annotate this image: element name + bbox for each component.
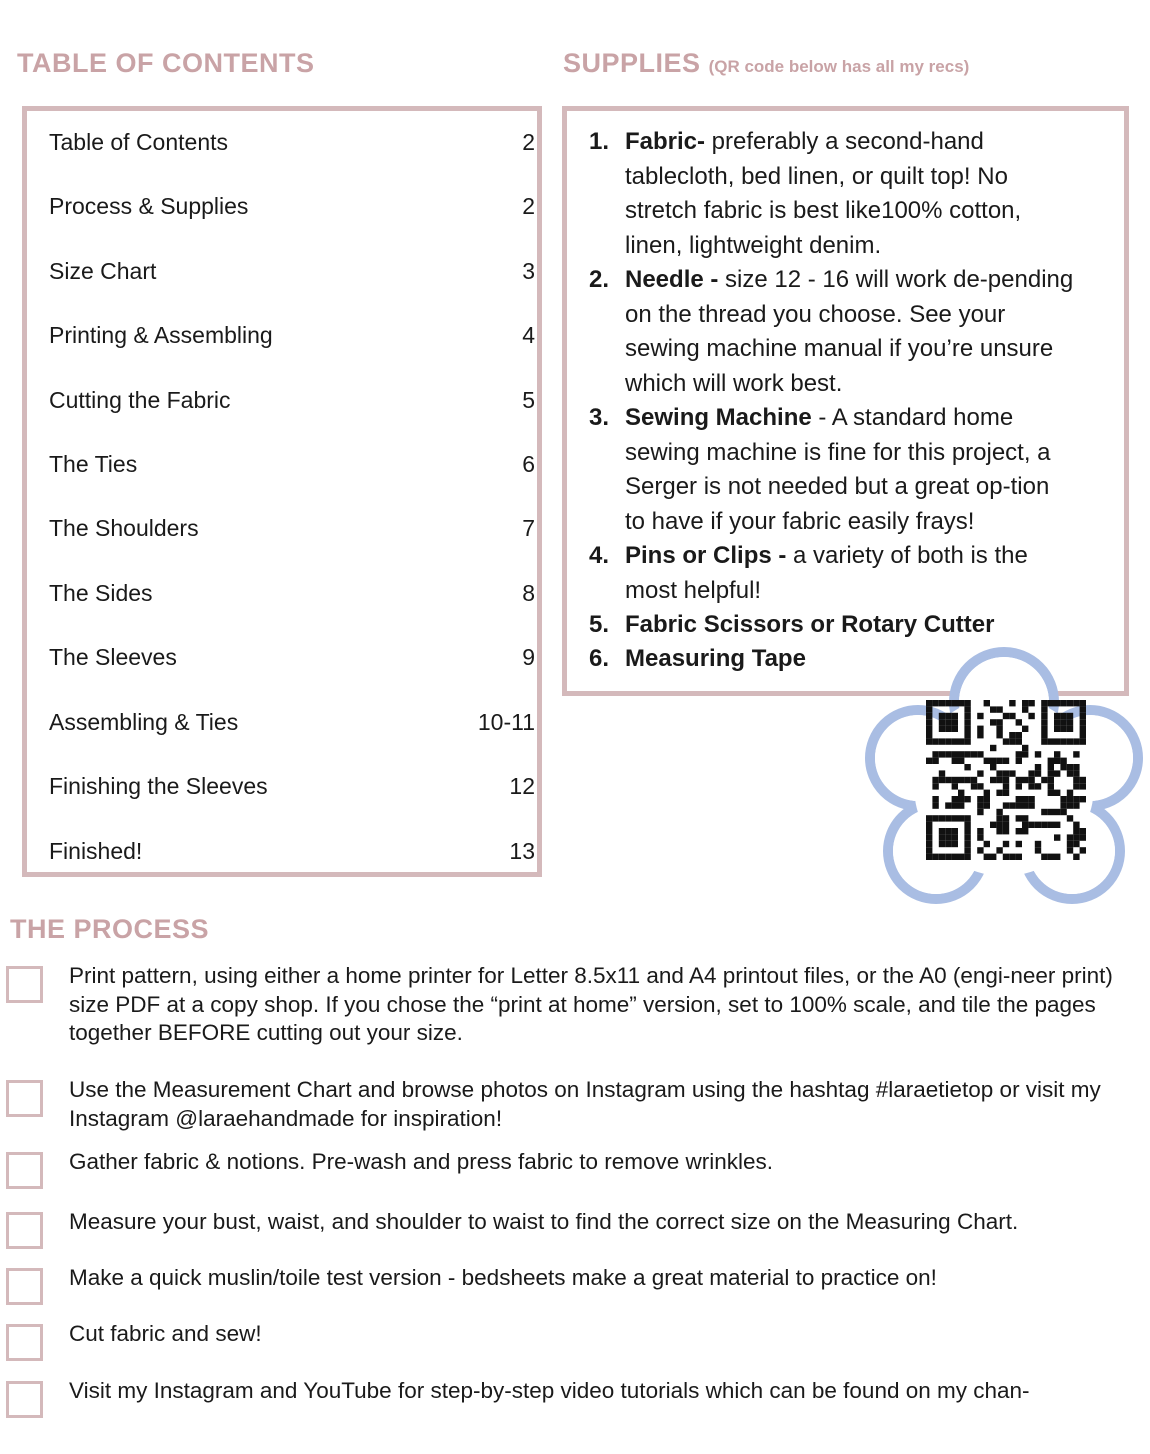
toc-page: 13: [509, 838, 535, 864]
toc-page: 4: [522, 322, 535, 348]
toc-page: 8: [522, 580, 535, 606]
supplies-heading-title: SUPPLIES: [563, 48, 701, 78]
supply-name: Sewing Machine: [625, 404, 812, 431]
supply-number: 2.: [589, 266, 610, 293]
supply-number: 5.: [589, 611, 610, 638]
supply-number: 4.: [589, 542, 610, 569]
supply-name: Needle -: [625, 266, 719, 293]
supply-description: - A standard home sewing machine is fine for this project, a Serger is not needed but a great op-tion to have if your fabric easily frays!: [625, 404, 1051, 535]
toc-page: 5: [522, 387, 535, 413]
supply-number: 1.: [589, 128, 610, 155]
toc-page: 12: [509, 773, 535, 799]
toc-title: Printing & Assembling: [49, 322, 273, 348]
toc-row[interactable]: [49, 383, 535, 417]
process-heading: THE PROCESS: [10, 914, 210, 944]
toc-box: [22, 106, 542, 877]
toc-row[interactable]: [49, 769, 535, 803]
toc-page: 10-11: [477, 709, 535, 735]
supplies-box: [562, 106, 1129, 696]
toc-title: Finished!: [49, 838, 143, 864]
toc-row[interactable]: [49, 318, 535, 352]
supply-item: [589, 125, 1075, 263]
step-text: Visit my Instagram and YouTube for step-by-step video tutorials which can be found on my chan-: [69, 1378, 1030, 1403]
step-text: Use the Measurement Chart and browse photos on Instagram using the hashtag #laraetietop or visit my Instagram @laraehandmade for inspiration!: [69, 1077, 1101, 1131]
supply-item: [589, 608, 1075, 643]
toc-row[interactable]: [49, 511, 535, 545]
toc-title: The Sleeves: [49, 644, 177, 670]
supply-item: [589, 539, 1075, 608]
supplies-subheading: (QR code below has all my recs): [708, 57, 970, 76]
toc-row[interactable]: [49, 576, 535, 610]
step-checkbox[interactable]: [6, 1324, 43, 1361]
toc-title: The Ties: [49, 451, 138, 477]
toc-row[interactable]: [49, 254, 535, 288]
toc-title: Size Chart: [49, 258, 157, 284]
supply-name: Fabric Scissors or Rotary Cutter: [625, 611, 995, 638]
step-checkbox[interactable]: [6, 1268, 43, 1305]
supply-name: Measuring Tape: [625, 645, 806, 672]
toc-row[interactable]: [49, 834, 535, 868]
supply-name: Fabric-: [625, 128, 706, 155]
toc-page: 2: [522, 193, 535, 219]
toc-row[interactable]: [49, 189, 535, 223]
toc-page: 9: [522, 644, 535, 670]
supply-number: 6.: [589, 645, 610, 672]
supplies-heading: [563, 48, 969, 79]
supply-description: a variety of both is the most helpful!: [625, 542, 1028, 604]
step-checkbox[interactable]: [6, 1152, 43, 1189]
supply-description: preferably a second-hand tablecloth, bed linen, or quilt top! No stretch fabric is best like100% cotton, linen, lightweight denim.: [625, 128, 1022, 259]
step-text: Make a quick muslin/toile test version - bedsheets make a great material to practice on!: [69, 1265, 937, 1290]
step-text: Gather fabric & notions. Pre-wash and press fabric to remove wrinkles.: [69, 1149, 774, 1174]
qr-code-badge[interactable]: [862, 646, 1146, 910]
step-text: Measure your bust, waist, and shoulder to waist to find the correct size on the Measuring Chart.: [69, 1209, 1019, 1234]
toc-row[interactable]: [49, 705, 535, 739]
qr-code-icon[interactable]: [862, 646, 1146, 910]
supply-name: Pins or Clips -: [625, 542, 787, 569]
toc-row[interactable]: [49, 125, 535, 159]
toc-title: The Sides: [49, 580, 153, 606]
toc-row[interactable]: [49, 640, 535, 674]
supply-number: 3.: [589, 404, 610, 431]
toc-title: Assembling & Ties: [49, 709, 239, 735]
toc-page: 6: [522, 451, 535, 477]
toc-title: Table of Contents: [49, 129, 229, 155]
supply-item: [589, 401, 1075, 539]
toc-row[interactable]: [49, 447, 535, 481]
supply-description: size 12 - 16 will work de-pending on the thread you choose. See your sewing machine manual if you’re unsure which will work best.: [625, 266, 1074, 397]
step-checkbox[interactable]: [6, 966, 43, 1003]
step-checkbox[interactable]: [6, 1212, 43, 1249]
step-checkbox[interactable]: [6, 1080, 43, 1117]
toc-page: 3: [522, 258, 535, 284]
step-checkbox[interactable]: [6, 1381, 43, 1418]
step-text: Cut fabric and sew!: [69, 1321, 262, 1346]
toc-title: Finishing the Sleeves: [49, 773, 268, 799]
toc-heading: TABLE OF CONTENTS: [17, 48, 315, 78]
toc-title: Cutting the Fabric: [49, 387, 231, 413]
toc-title: Process & Supplies: [49, 193, 249, 219]
step-text: Print pattern, using either a home printer for Letter 8.5x11 and A4 printout files, or the A0 (engi-neer print) size PDF at a copy shop. If you chose the “print at home” version, set to 100% scale, and tile the pages together BEFORE cutting out your size.: [69, 963, 1113, 1045]
toc-page: 2: [522, 129, 535, 155]
toc-page: 7: [522, 515, 535, 541]
toc-title: The Shoulders: [49, 515, 199, 541]
supply-item: [589, 263, 1075, 401]
